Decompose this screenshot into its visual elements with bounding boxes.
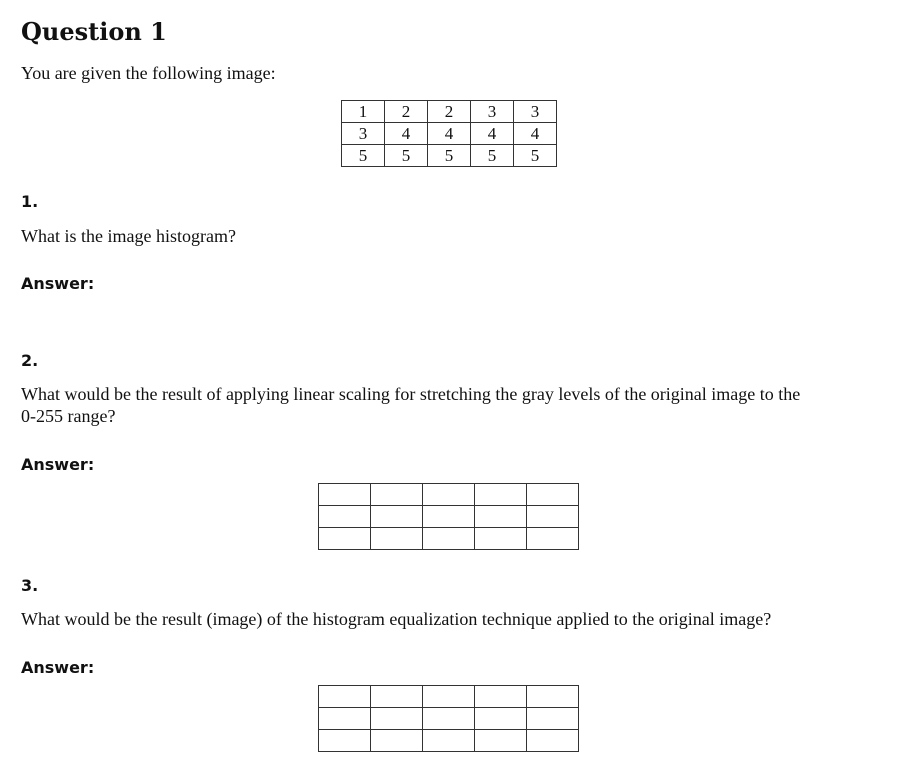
answer-cell[interactable] <box>423 730 475 752</box>
image-cell: 3 <box>471 101 514 123</box>
answer-cell[interactable] <box>423 686 475 708</box>
answer-cell[interactable] <box>371 686 423 708</box>
image-cell: 3 <box>342 123 385 145</box>
answer-row <box>319 686 579 708</box>
answer-grid-3[interactable] <box>318 685 579 752</box>
image-cell: 5 <box>471 145 514 167</box>
image-cell: 2 <box>385 101 428 123</box>
answer-cell[interactable] <box>475 506 527 528</box>
answer-cell[interactable] <box>423 708 475 730</box>
question-1-number: 1. <box>21 192 39 211</box>
question-2-number: 2. <box>21 351 39 370</box>
answer-cell[interactable] <box>319 730 371 752</box>
question-title: Question 1 <box>21 17 167 46</box>
answer-cell[interactable] <box>319 708 371 730</box>
question-2-answer-label: Answer: <box>21 455 95 474</box>
answer-cell[interactable] <box>475 708 527 730</box>
answer-cell[interactable] <box>475 730 527 752</box>
image-cell: 3 <box>514 101 557 123</box>
image-cell: 4 <box>471 123 514 145</box>
answer-row <box>319 484 579 506</box>
answer-cell[interactable] <box>527 708 579 730</box>
question-1-text: What is the image histogram? <box>21 226 236 246</box>
question-3-answer-label: Answer: <box>21 658 95 677</box>
image-cell: 1 <box>342 101 385 123</box>
answer-cell[interactable] <box>371 730 423 752</box>
answer-row <box>319 708 579 730</box>
intro-text: You are given the following image: <box>21 63 276 83</box>
answer-cell[interactable] <box>527 506 579 528</box>
image-cell: 4 <box>428 123 471 145</box>
question-2-text-line1: What would be the result of applying linear scaling for stretching the gray levels of the original image to the <box>21 384 801 404</box>
answer-cell[interactable] <box>319 528 371 550</box>
answer-cell[interactable] <box>371 528 423 550</box>
answer-row <box>319 528 579 550</box>
answer-cell[interactable] <box>371 708 423 730</box>
answer-cell[interactable] <box>423 484 475 506</box>
original-image-table <box>341 100 557 167</box>
image-row <box>342 101 557 123</box>
answer-cell[interactable] <box>319 484 371 506</box>
answer-cell[interactable] <box>527 484 579 506</box>
answer-cell[interactable] <box>423 506 475 528</box>
answer-row <box>319 730 579 752</box>
image-cell: 4 <box>514 123 557 145</box>
image-cell: 5 <box>428 145 471 167</box>
answer-cell[interactable] <box>371 484 423 506</box>
image-cell: 5 <box>385 145 428 167</box>
answer-cell[interactable] <box>371 506 423 528</box>
answer-cell[interactable] <box>319 506 371 528</box>
image-row <box>342 123 557 145</box>
question-2-text-line2: 0-255 range? <box>21 406 116 426</box>
answer-cell[interactable] <box>319 686 371 708</box>
image-cell: 2 <box>428 101 471 123</box>
question-3-text: What would be the result (image) of the histogram equalization technique applied to the original image? <box>21 609 772 629</box>
answer-cell[interactable] <box>527 686 579 708</box>
question-3-number: 3. <box>21 576 39 595</box>
image-cell: 4 <box>385 123 428 145</box>
image-cell: 5 <box>342 145 385 167</box>
image-cell: 5 <box>514 145 557 167</box>
question-1-answer-label: Answer: <box>21 274 95 293</box>
answer-cell[interactable] <box>475 528 527 550</box>
answer-cell[interactable] <box>475 686 527 708</box>
image-row <box>342 145 557 167</box>
answer-cell[interactable] <box>527 528 579 550</box>
answer-cell[interactable] <box>423 528 475 550</box>
answer-grid-2[interactable] <box>318 483 579 550</box>
answer-cell[interactable] <box>475 484 527 506</box>
answer-row <box>319 506 579 528</box>
answer-cell[interactable] <box>527 730 579 752</box>
